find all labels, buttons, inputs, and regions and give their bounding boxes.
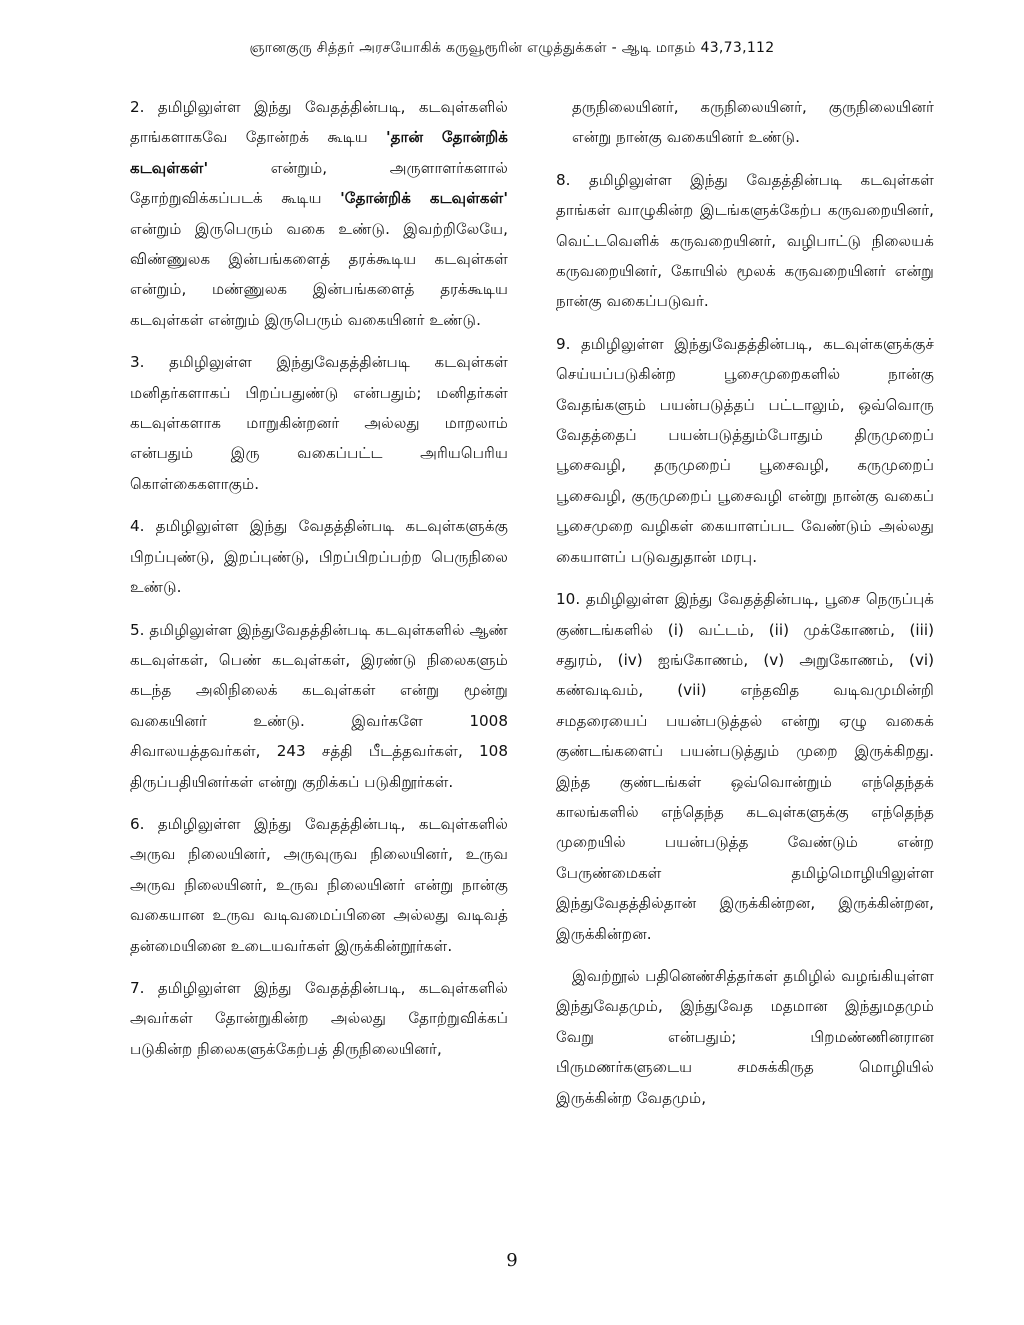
item-text: தமிழிலுள்ள இந்துவேதத்தின்படி கடவுள்களில் ஆண் கடவுள்கள், பெண் கடவுள்கள், இரண்டு நிலைகளும் கடந்த அலிநிலைக் கடவுள்கள் என்று மூன்று வகையினர் உண்டு. இவர்களே 1008 சிவாலயத்தவர்கள், 243 சத்தி பீடத்தவர்கள், 108 திருப்பதியினர்கள் என்று குறிக்கப் படுகிறூர்கள். — [130, 620, 508, 791]
right-column — [556, 92, 934, 1125]
list-item-9 — [556, 329, 934, 572]
list-item-7 — [130, 973, 508, 1064]
list-item-8 — [556, 165, 934, 317]
item-text: தமிழிலுள்ள இந்து வேதத்தின்படி கடவுள்கள் தாங்கள் வாழுகின்ற இடங்களுக்கேற்ப கருவறையினர், வெட்டவெளிக் கருவறையினர், வழிபாட்டு நிலையக் கருவறையினர், கோயில் மூலக் கருவறையினர் என்று நான்கு வகைப்படுவர். — [556, 170, 934, 311]
list-item-7-continued: தருநிலையினர், கருநிலையினர், குருநிலையினர் என்று நான்கு வகையினர் உண்டு. — [572, 98, 934, 147]
list-item-2 — [130, 92, 508, 335]
item-text: தமிழிலுள்ள இந்துவேதத்தின்படி, கடவுள்களுக்குச் செய்யப்படுகின்ற பூசைமுறைகளில் நான்கு வேதங்களும் பயன்படுத்தப் பட்டாலும், ஒவ்வொரு வேதத்தைப் பயன்படுத்தும்போதும் திருமுறைப் பூசைவழி, தருமுறைப் பூசைவழி, கருமுறைப் பூசைவழி, குருமுறைப் பூசைவழி என்று நான்கு வகைப் பூசைமுறை வழிகள் கையாளப்பட வேண்டும் அல்லது கையாளப் படுவதுதான் மரபு. — [556, 334, 934, 566]
item-text: தமிழிலுள்ள இந்து வேதத்தின்படி, கடவுள்களில் அவர்கள் தோன்றுகின்ற அல்லது தோற்றுவிக்கப் படுகின்ற நிலைகளுக்கேற்பத் திருநிலையினர், — [130, 978, 508, 1058]
running-title: ஞானகுரு சித்தர் அரசயோகிக் கருவூரூரின் எழுத்துக்கள் - ஆடி மாதம் 43,73,112 — [249, 40, 775, 56]
item-number: 4. — [130, 517, 145, 536]
item-text-part: என்றும் இருபெரும் வகை உண்டு. இவற்றிலேயே, விண்ணுலக இன்பங்களைத் தரக்கூடிய கடவுள்கள் என்றும், மண்ணுலக இன்பங்களைத் தரக்கூடிய கடவுள்கள் என்றும் இருபெரும் வகையினர் உண்டு. — [130, 219, 508, 329]
page-number: 9 — [506, 1250, 518, 1271]
item-number: 2. — [130, 98, 145, 116]
running-header — [0, 40, 1024, 58]
list-item-6 — [130, 809, 508, 961]
item-number: 10. — [556, 590, 581, 609]
item-number: 6. — [130, 814, 145, 833]
left-column — [130, 92, 508, 1076]
item-number: 3. — [130, 353, 145, 372]
list-item-10 — [556, 584, 934, 949]
closing-paragraph: இவற்றூல் பதினெண்சித்தர்கள் தமிழில் வழங்கியுள்ள இந்துவேதமும், இந்துவேத மதமான இந்துமதமும் வேறு என்பதும்; பிறமண்ணினரான பிருமணர்களுடைய சமசுக்கிருத மொழியில் இருக்கின்ற வேதமும், — [556, 966, 934, 1107]
list-item-3 — [130, 347, 508, 499]
bold-term: 'தோன்றிக் கடவுள்கள்' — [340, 189, 508, 208]
item-text-part: என்றும், அருளாளர்களால் தோற்றுவிக்கப்படக் கூடிய — [130, 158, 508, 208]
page-footer — [0, 1250, 1024, 1271]
item-text: தமிழிலுள்ள இந்து வேதத்தின்படி கடவுள்களுக்கு பிறப்புண்டு, இறப்புண்டு, பிறப்பிறப்பற்ற பெருநிலை உண்டு. — [130, 517, 509, 597]
item-text: தமிழிலுள்ள இந்து வேதத்தின்படி, கடவுள்களில் அருவ நிலையினர், அருவுருவ நிலையினர், உருவ அருவ நிலையினர், உருவ நிலையினர் என்று நான்கு வகையான உருவ வடிவமைப்பினை அல்லது வடிவத் தன்மையினை உடையவர்கள் இருக்கின்றூர்கள். — [130, 814, 508, 955]
item-text: தமிழிலுள்ள இந்துவேதத்தின்படி கடவுள்கள் மனிதர்களாகப் பிறப்பதுண்டு என்பதும்; மனிதர்கள் கடவுள்களாக மாறுகின்றனர் அல்லது மாறலாம் என்பதும் இரு வகைப்பட்ட அரியபெரிய கொள்கைகளாகும். — [130, 353, 508, 493]
item-number: 7. — [130, 978, 145, 997]
list-item-4 — [130, 511, 508, 602]
item-number: 5. — [130, 620, 145, 639]
item-text — [130, 98, 508, 329]
bold-term: 'தான் தோன்றிக் கடவுள்கள்' — [130, 128, 508, 177]
item-text-part: தமிழிலுள்ள இந்து வேதத்தின்படி, கடவுள்களில் தாங்களாகவே தோன்றக் கூடிய — [130, 98, 508, 147]
item-text: தமிழிலுள்ள இந்து வேதத்தின்படி, பூசை நெருப்புக் குண்டங்களில் (i) வட்டம், (ii) முக்கோணம், (iii) சதுரம், (iv) ஐங்கோணம், (v) அறுகோணம், (vi) கண்வடிவம், (vii) எந்தவித வடிவமுமின்றி சமதரையைப் பயன்படுத்தல் என்று ஏழு வகைக் குண்டங்களைப் பயன்படுத்தும் முறை இருக்கிறது. இந்த குண்டங்கள் ஒவ்வொன்றும் எந்தெந்தக் காலங்களில் எந்தெந்த கடவுள்களுக்கு எந்தெந்த முறையில் பயன்படுத்த வேண்டும் என்ற பேருண்மைகள் தமிழ்மொழியிலுள்ள இந்துவேதத்தில்தான் இருக்கின்றன, இருக்கின்றன, இருக்கின்றன. — [556, 590, 935, 943]
item-number: 8. — [556, 170, 571, 189]
list-item-5 — [130, 615, 508, 797]
item-number: 9. — [556, 334, 571, 353]
